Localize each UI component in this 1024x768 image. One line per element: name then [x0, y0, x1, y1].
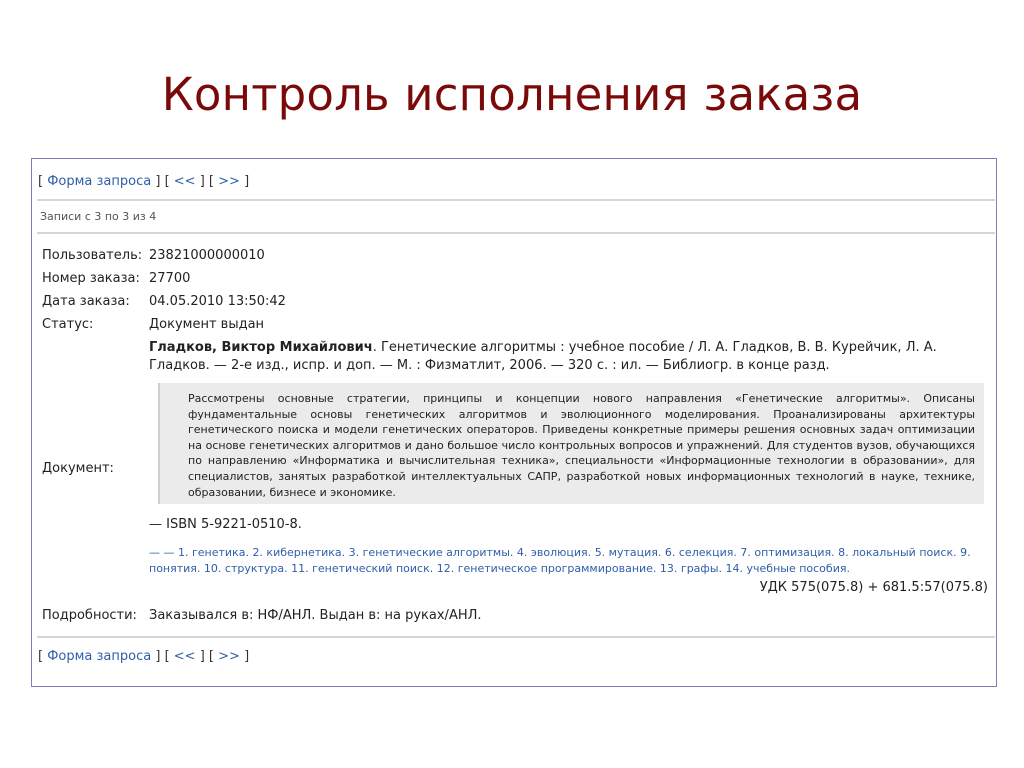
subject-link[interactable]: 13. графы.	[659, 562, 723, 575]
divider	[37, 199, 995, 201]
request-form-link[interactable]: Форма запроса	[47, 649, 152, 664]
top-nav: [ Форма запроса ] [ << ] [ >> ]	[38, 174, 250, 189]
request-form-link[interactable]: Форма запроса	[47, 174, 152, 189]
subject-link[interactable]: 7. оптимизация.	[740, 546, 835, 559]
details-value: Заказывался в: НФ/АНЛ. Выдан в: на руках/АНЛ.	[149, 608, 482, 623]
subject-headings	[149, 545, 979, 577]
subject-link[interactable]: 1. генетика.	[178, 546, 249, 559]
subject-link[interactable]: 9. понятия.	[149, 546, 971, 575]
isbn: — ISBN 5-9221-0510-8.	[149, 517, 302, 532]
subjects-prefix: — —	[149, 546, 178, 559]
document-abstract: Рассмотрены основные стратегии, принципы и концепции нового направления «Генетические алгоритмы». Описаны фундаментальные основы генетических алгоритмов и эволюционного моделирования. Проанализированы архитектуры генетического поиска и модели генетических операторов. Приведены конкретные примеры решения основных задач оптимизации на основе генетических алгоритмов и дано большое число контрольных вопросов и упражнений. Для студентов вузов, обучающихся по направлению «Информатика и вычислительная техника», специальности «Информационные технологии в образовании», для специалистов, занятых разработкой интеллектуальных САПР, разработкой новых информационных технологий в науке, технике, образовании, бизнесе и экономике.	[158, 383, 984, 504]
document-description: . Генетические алгоритмы : учебное пособие / Л. А. Гладков, В. В. Курейчик, Л. А. Гладков. — 2-е изд., испр. и доп. — М. : Физматлит, 2006. — 320 с. : ил. — Библиогр. в конце разд.	[149, 340, 937, 373]
user-value: 23821000000010	[149, 248, 265, 263]
subject-link[interactable]: 12. генетическое программирование.	[436, 562, 657, 575]
subject-link[interactable]: 4. эволюция.	[516, 546, 592, 559]
order-date-label: Дата заказа:	[42, 294, 130, 309]
user-label: Пользователь:	[42, 248, 143, 263]
subject-link[interactable]: 3. генетические алгоритмы.	[348, 546, 514, 559]
divider	[37, 232, 995, 234]
order-date-value: 04.05.2010 13:50:42	[149, 294, 286, 309]
records-info: Записи с 3 по 3 из 4	[40, 210, 157, 223]
document-author: Гладков, Виктор Михайлович	[149, 340, 373, 355]
order-number-value: 27700	[149, 271, 191, 286]
slide-title: Контроль исполнения заказа	[161, 68, 863, 121]
document-label: Документ:	[42, 461, 114, 476]
next-page-link[interactable]: >>	[218, 649, 240, 664]
subject-link[interactable]: 6. селекция.	[664, 546, 737, 559]
bottom-nav: [ Форма запроса ] [ << ] [ >> ]	[38, 649, 250, 664]
udk-code: УДК 575(075.8) + 681.5:57(075.8)	[759, 580, 988, 595]
divider	[37, 636, 995, 638]
bibliographic-record	[149, 339, 979, 375]
prev-page-link[interactable]: <<	[173, 649, 196, 664]
next-page-link[interactable]: >>	[218, 174, 240, 189]
status-label: Статус:	[42, 317, 94, 332]
subject-link[interactable]: 11. генетический поиск.	[291, 562, 434, 575]
subject-link[interactable]: 10. структура.	[203, 562, 288, 575]
details-label: Подробности:	[42, 608, 137, 623]
prev-page-link[interactable]: <<	[173, 174, 196, 189]
subject-link[interactable]: 2. кибернетика.	[252, 546, 346, 559]
order-number-label: Номер заказа:	[42, 271, 140, 286]
subject-link[interactable]: 14. учебные пособия.	[725, 562, 850, 575]
subject-link[interactable]: 5. мутация.	[594, 546, 662, 559]
status-value: Документ выдан	[149, 317, 265, 332]
subject-link[interactable]: 8. локальный поиск.	[838, 546, 957, 559]
